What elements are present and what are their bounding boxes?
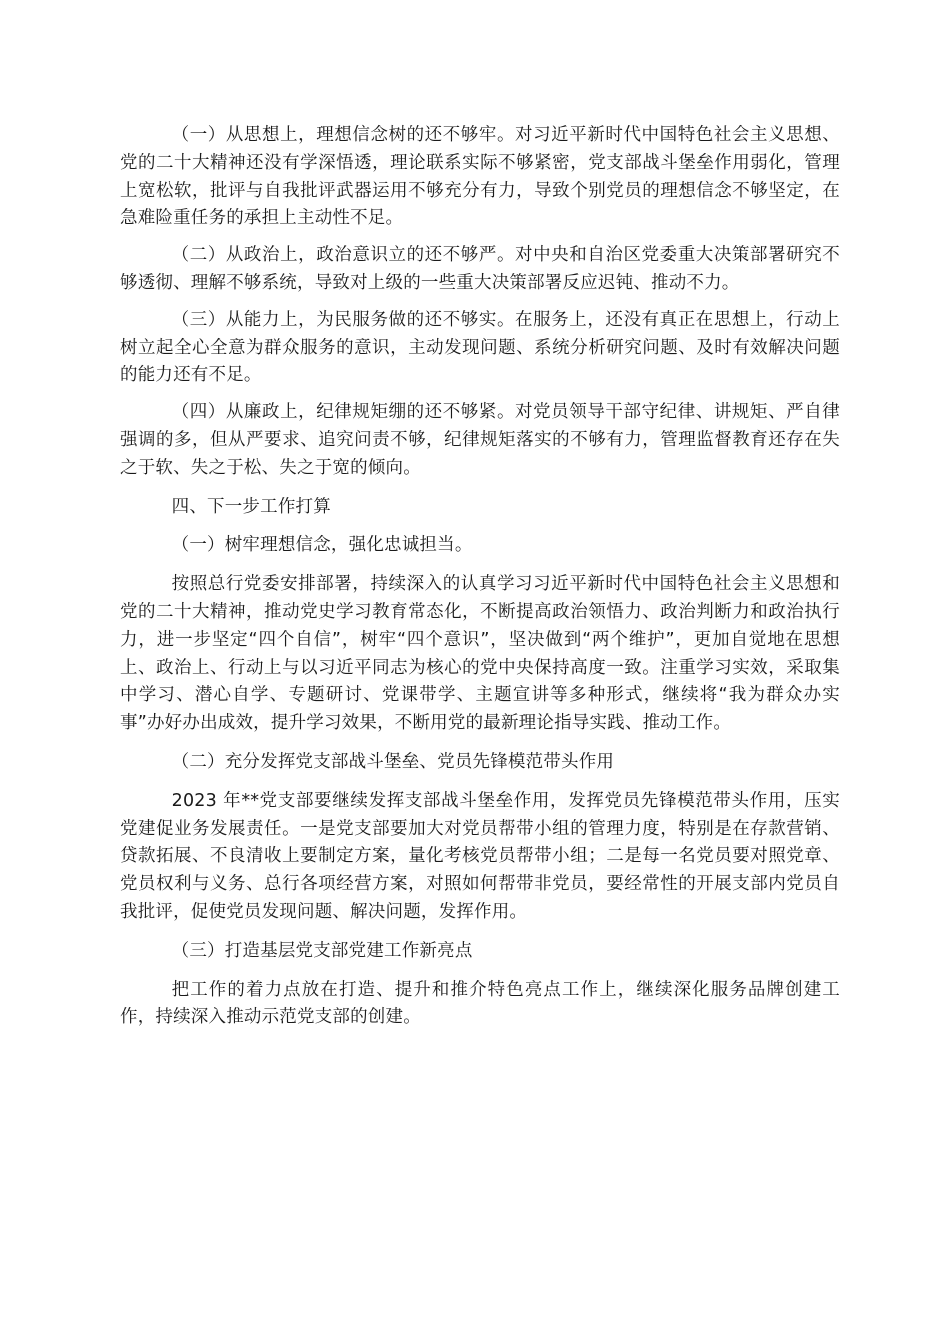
subsection-3-body: 把工作的着力点放在打造、提升和推介特色亮点工作上，继续深化服务品牌创建工作，持续深入推动示范党支部的创建。 (120, 979, 840, 1028)
subsection-2-body: 2023 年**党支部要继续发挥支部战斗堡垒作用，发挥党员先锋模范带头作用，压实党建促业务发展责任。一是党支部要加大对党员帮带小组的管理力度，特别是在存款营销、贷款拓展、不良清收上要制定方案，量化考核党员帮带小组；二是每一名党员要对照党章、党员权利与义务、总行各项经营方案，对照如何帮带非党员，要经常性的开展支部内党员自我批评，促使党员发现问题、解决问题，发挥作用。 (120, 790, 840, 922)
subsection-3-heading: （三）打造基层党支部党建工作新亮点 (171, 940, 473, 961)
subsection-1-heading: （一）树牢理想信念，强化忠诚担当。 (171, 535, 473, 556)
section-heading: 四、下一步工作打算 (171, 496, 331, 517)
subsection-1-body: 按照总行党委安排部署，持续深入的认真学习习近平新时代中国特色社会主义思想和党的二十大精神，推动党史学习教育常态化，不断提高政治领悟力、政治判断力和政治执行力，进一步坚定“四个自信”，树牢“四个意识”，坚决做到“两个维护”，更加自觉地在思想上、政治上、行动上与以习近平同志为核心的党中央保持高度一致。注重学习实效，采取集中学习、潜心自学、专题研讨、党课带学、主题宣讲等多种形式，继续将“我为群众办实事”办好办出成效，提升学习效果，不断用党的最新理论指导实践、推动工作。 (120, 574, 840, 734)
subsection-2-heading: （二）充分发挥党支部战斗堡垒、党员先锋模范带头作用 (171, 751, 615, 772)
paragraph-ability: （三）从能力上，为民服务做的还不够实。在服务上，还没有真正在思想上，行动上树立起全心全意为群众服务的意识，主动发现问题、系统分析研究问题、及时有效解决问题的能力还有不足。 (120, 309, 840, 386)
document-page (120, 122, 840, 1041)
paragraph-ideology: （一）从思想上，理想信念树的还不够牢。对习近平新时代中国特色社会主义思想、党的二十大精神还没有学深悟透，理论联系实际不够紧密，党支部战斗堡垒作用弱化，管理上宽松软，批评与自我批评武器运用不够充分有力，导致个别党员的理想信念不够坚定，在急难险重任务的承担上主动性不足。 (120, 125, 840, 229)
paragraph-integrity: （四）从廉政上，纪律规矩绷的还不够紧。对党员领导干部守纪律、讲规矩、严自律强调的多，但从严要求、追究问责不够，纪律规矩落实的不够有力，管理监督教育还存在失之于软、失之于松、失之于宽的倾向。 (120, 402, 840, 478)
paragraph-politics: （二）从政治上，政治意识立的还不够严。对中央和自治区党委重大决策部署研究不够透彻、理解不够系统，导致对上级的一些重大决策部署反应迟钝、推动不力。 (120, 245, 840, 293)
